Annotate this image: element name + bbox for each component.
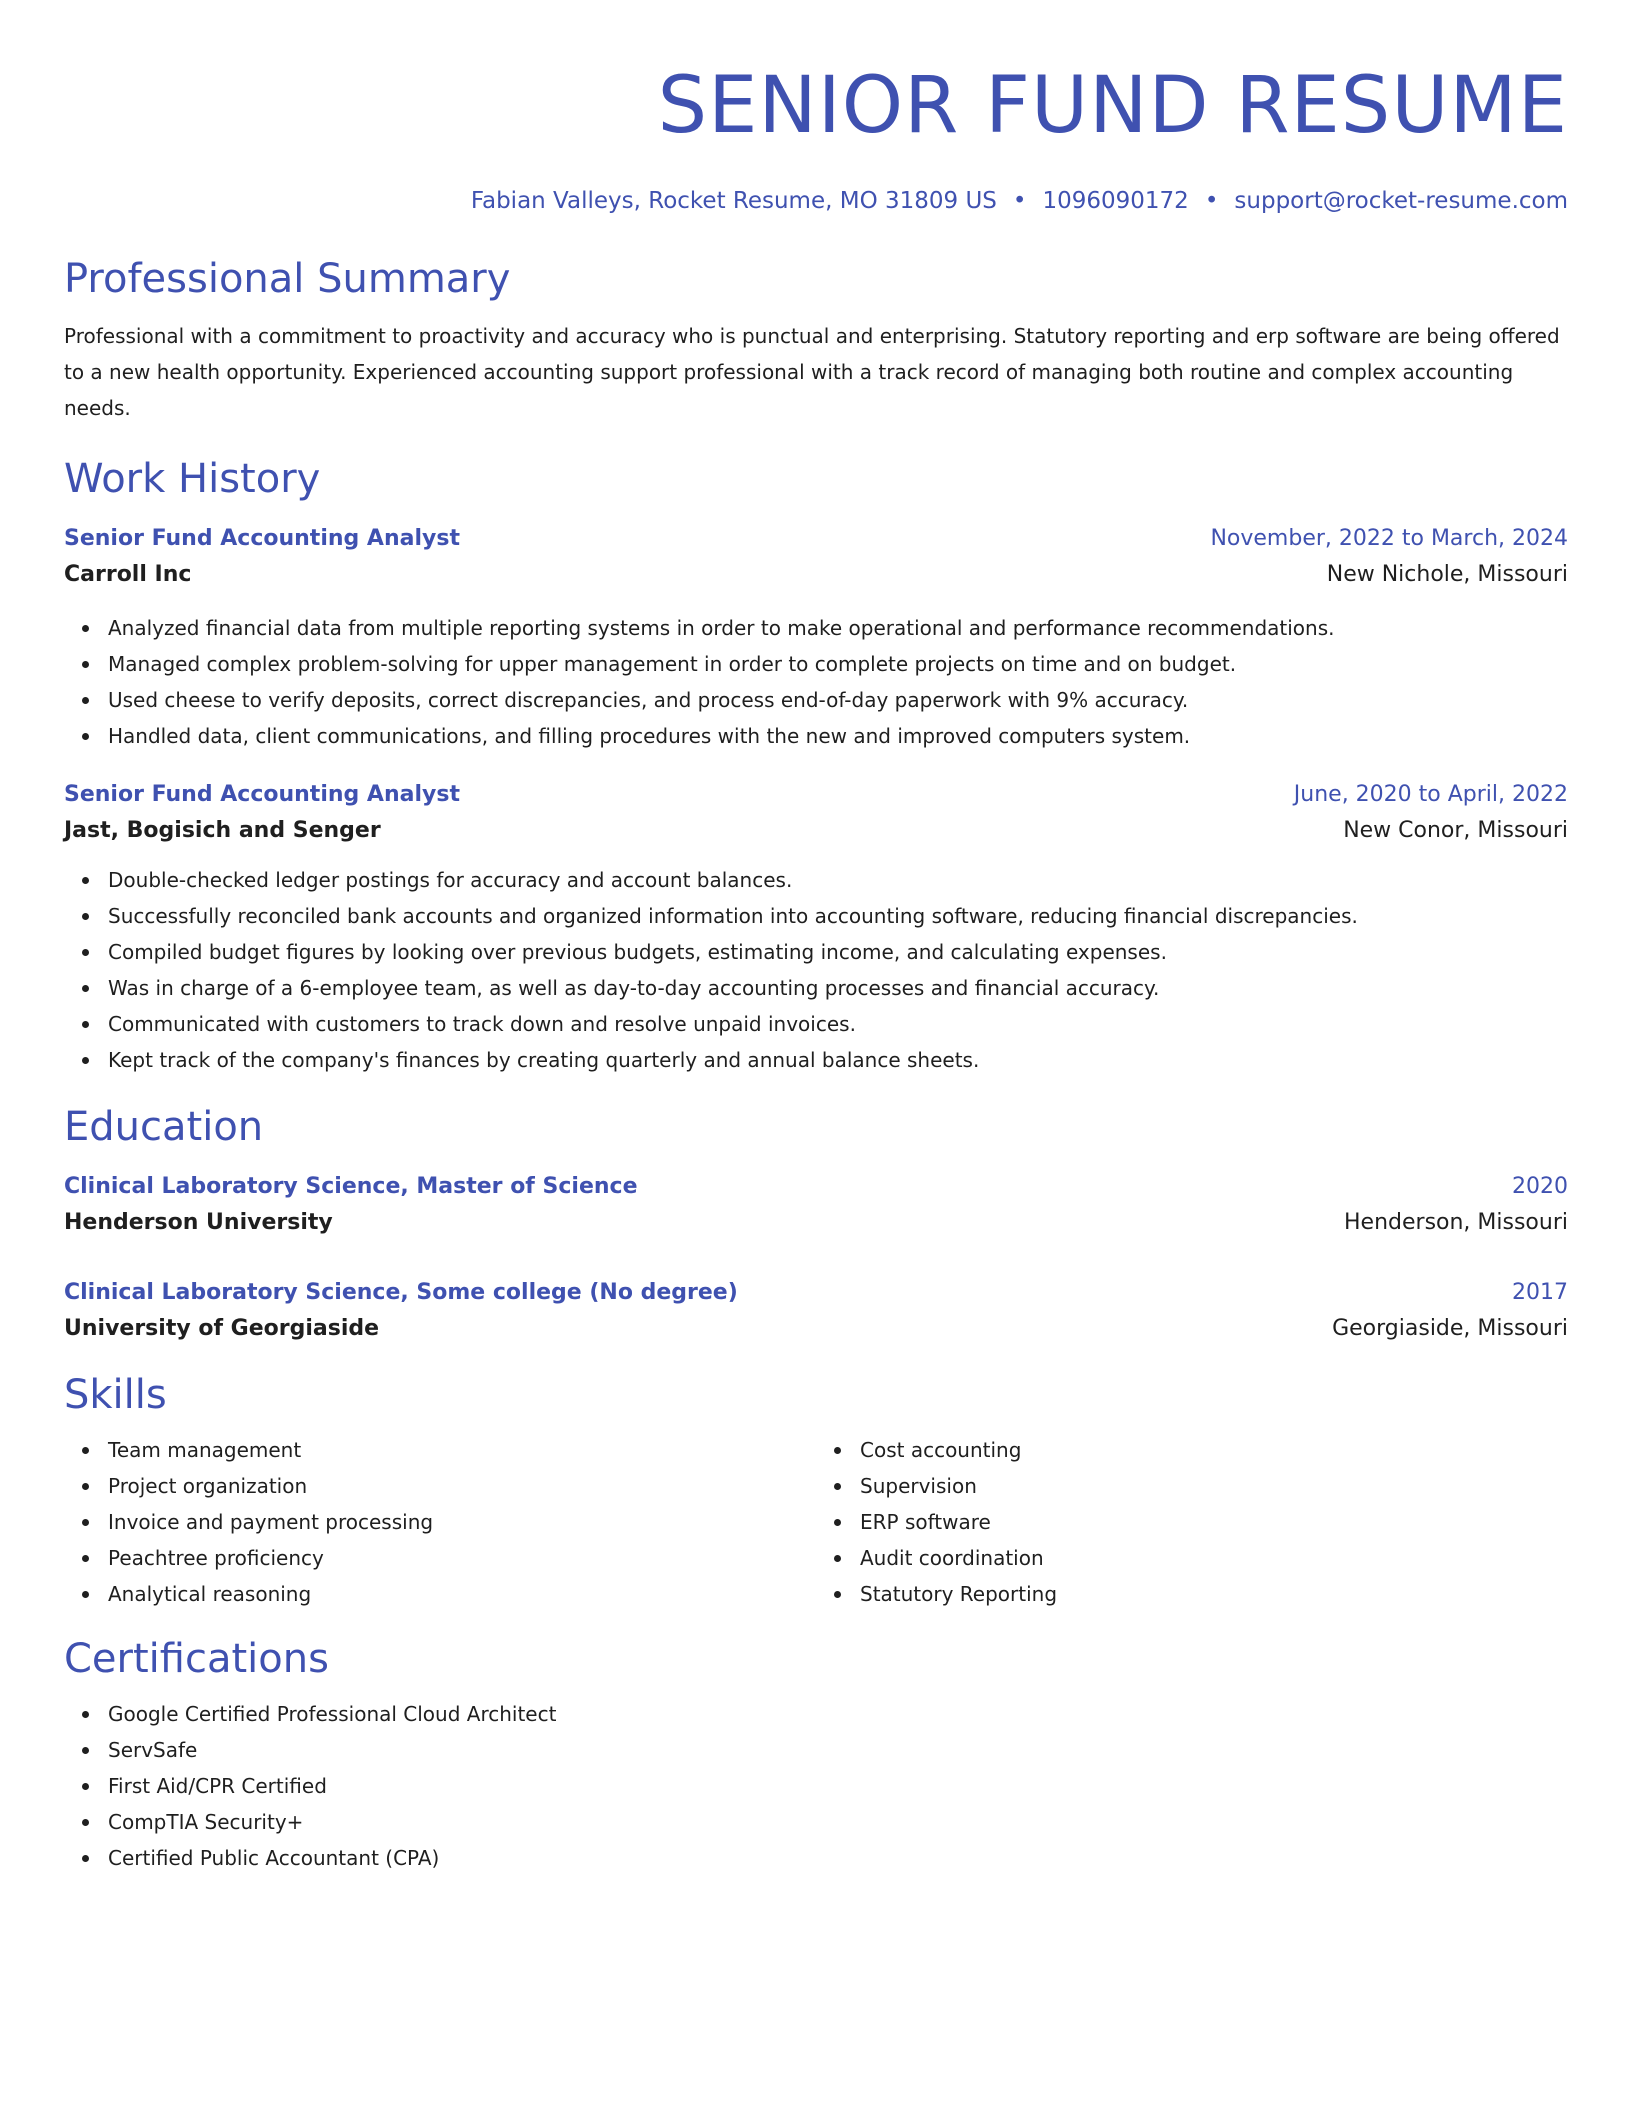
certifications-list (64, 1696, 1568, 1876)
list-item: Communicated with customers to track down and resolve unpaid invoices. (108, 1006, 1568, 1042)
job-bullets (64, 610, 1568, 754)
contact-email[interactable]: support@rocket-resume.com (1234, 188, 1568, 214)
section-title-certifications: Certifications (64, 1636, 329, 1682)
summary-text: Professional with a commitment to proactivity and accuracy who is punctual and enterprising. Statutory reporting and erp software are being offered to a new health opportunity. Experienced accounting support professional with a track record of managing both routine and complex accounting needs. (64, 324, 1560, 420)
job-header-row (64, 778, 1568, 812)
skills-grid (64, 1432, 1568, 1612)
job-title: Senior Fund Accounting Analyst (64, 782, 460, 807)
education-school-row (64, 1310, 1568, 1348)
list-item: Peachtree proficiency (108, 1540, 816, 1576)
job-location: New Conor, Missouri (1343, 818, 1568, 843)
list-item: Cost accounting (860, 1432, 1568, 1468)
resume-header (64, 0, 1568, 216)
education-school: Henderson University (64, 1210, 333, 1235)
list-item: CompTIA Security+ (108, 1804, 1568, 1840)
list-item: Supervision (860, 1468, 1568, 1504)
certifications-section (64, 1634, 1568, 1876)
job-dates: June, 2020 to April, 2022 (1293, 782, 1568, 807)
work-history-section (64, 454, 1568, 1078)
contact-phone[interactable]: 1096090172 (1042, 188, 1189, 214)
job-company-row (64, 556, 1568, 594)
job-company: Jast, Bogisich and Senger (64, 818, 381, 843)
list-item: ERP software (860, 1504, 1568, 1540)
list-item: Double-checked ledger postings for accuracy and account balances. (108, 862, 1568, 898)
resume-title: SENIOR FUND RESUME (657, 61, 1568, 151)
list-item: Audit coordination (860, 1540, 1568, 1576)
summary-section (64, 254, 1568, 426)
list-item: Successfully reconciled bank accounts and organized information into accounting software, reducing financial discrepancies. (108, 898, 1568, 934)
job-location: New Nichole, Missouri (1326, 562, 1568, 587)
list-item: Handled data, client communications, and filling procedures with the new and improved computers system. (108, 718, 1568, 754)
education-degree: Clinical Laboratory Science, Some college (No degree) (64, 1280, 738, 1305)
education-entry (64, 1170, 1568, 1242)
contact-address: Fabian Valleys, Rocket Resume, MO 31809 US (470, 188, 997, 214)
education-header-row (64, 1276, 1568, 1310)
list-item: Used cheese to verify deposits, correct discrepancies, and process end-of-day paperwork with 9% accuracy. (108, 682, 1568, 718)
list-item: Project organization (108, 1468, 816, 1504)
skills-section (64, 1370, 1568, 1612)
section-title-skills: Skills (64, 1372, 167, 1418)
education-year: 2020 (1512, 1174, 1568, 1199)
skills-list-left (64, 1432, 816, 1612)
skills-list-right (816, 1432, 1568, 1612)
list-item: Kept track of the company's finances by creating quarterly and annual balance sheets. (108, 1042, 1568, 1078)
list-item: Certified Public Accountant (CPA) (108, 1840, 1568, 1876)
list-item: Analytical reasoning (108, 1576, 816, 1612)
education-location: Georgiaside, Missouri (1332, 1316, 1568, 1341)
job-title: Senior Fund Accounting Analyst (64, 526, 460, 551)
list-item: First Aid/CPR Certified (108, 1768, 1568, 1804)
section-title-education: Education (64, 1104, 264, 1150)
list-item: Analyzed financial data from multiple reporting systems in order to make operational and performance recommendations. (108, 610, 1568, 646)
list-item: Was in charge of a 6-employee team, as well as day-to-day accounting processes and financial accuracy. (108, 970, 1568, 1006)
job-bullets (64, 862, 1568, 1078)
list-item: Compiled budget figures by looking over previous budgets, estimating income, and calculating expenses. (108, 934, 1568, 970)
job-header-row (64, 522, 1568, 556)
job-entry (64, 778, 1568, 1078)
job-company-row (64, 812, 1568, 850)
contact-line (64, 186, 1568, 216)
section-title-summary: Professional Summary (64, 256, 511, 302)
education-location: Henderson, Missouri (1344, 1210, 1568, 1235)
education-section (64, 1102, 1568, 1348)
job-dates: November, 2022 to March, 2024 (1210, 526, 1568, 551)
contact-separator: • (1204, 188, 1219, 214)
list-item: Managed complex problem-solving for upper management in order to complete projects on time and on budget. (108, 646, 1568, 682)
list-item: Statutory Reporting (860, 1576, 1568, 1612)
education-header-row (64, 1170, 1568, 1204)
education-degree: Clinical Laboratory Science, Master of Science (64, 1174, 638, 1199)
list-item: ServSafe (108, 1732, 1568, 1768)
job-entry (64, 522, 1568, 754)
education-school-row (64, 1204, 1568, 1242)
job-company: Carroll Inc (64, 562, 192, 587)
education-school: University of Georgiaside (64, 1316, 380, 1341)
list-item: Invoice and payment processing (108, 1504, 816, 1540)
list-item: Team management (108, 1432, 816, 1468)
contact-separator: • (1012, 188, 1027, 214)
education-entry (64, 1276, 1568, 1348)
list-item: Google Certified Professional Cloud Architect (108, 1696, 1568, 1732)
section-title-work-history: Work History (64, 456, 321, 502)
education-year: 2017 (1512, 1280, 1568, 1305)
